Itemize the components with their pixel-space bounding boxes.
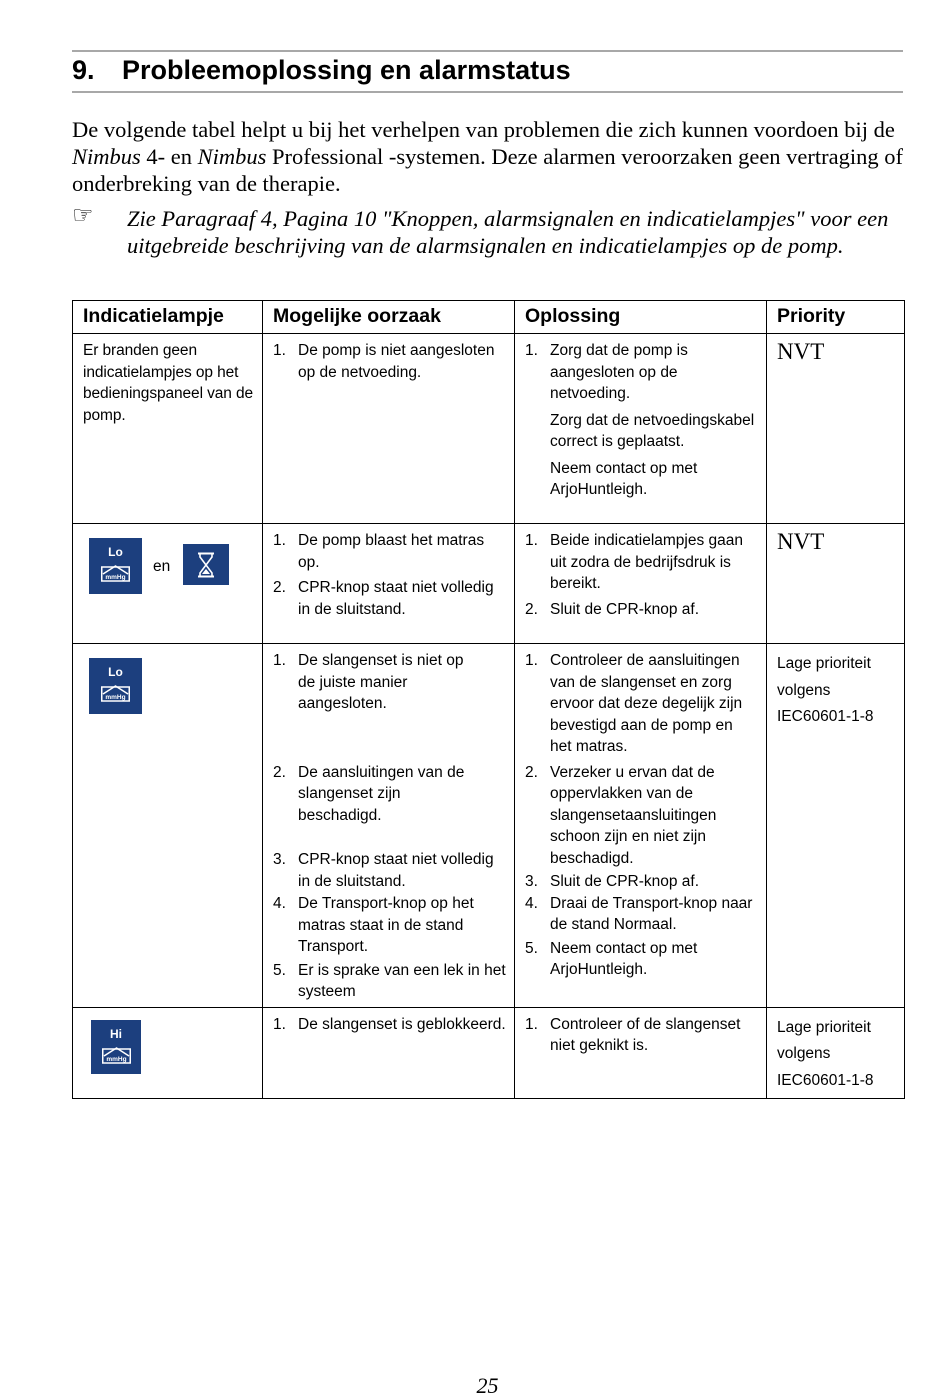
indicator-text: Er branden geen indicatielampjes op het bedieningspaneel van de pomp.	[83, 342, 254, 424]
solution-item: 1. Controleer de aansluitingen van de slangenset en zorg ervoor dat deze degelijk zijn bevestigd aan de pomp en het matras.	[525, 652, 743, 755]
section-title: Probleemoplossing en alarmstatus	[122, 55, 571, 85]
cause-item: 3. CPR-knop staat niet volledig in de sluitstand.	[273, 851, 494, 890]
indicator-cell	[73, 334, 263, 524]
solution-cell	[515, 334, 767, 524]
svg-text:mmHg: mmHg	[105, 574, 126, 581]
heading-underline	[72, 91, 903, 93]
intro-text-1: De volgende tabel helpt u bij het verhelpen van problemen die zich kunnen voordoen bij de	[72, 117, 895, 142]
column-header-cause: Mogelijke oorzaak	[263, 301, 515, 334]
troubleshooting-table	[72, 300, 905, 1099]
cause-item: 1. De pomp blaast het matras op.	[273, 532, 485, 571]
cause-item: 1. De pomp is niet aangesloten op de netvoeding.	[273, 342, 495, 381]
indicator-cell	[73, 524, 263, 644]
solution-cell	[515, 644, 767, 1008]
intro-paragraph	[72, 116, 903, 197]
table-row	[73, 1007, 905, 1099]
solution-item: 1. Zorg dat de pomp is aangesloten op de netvoeding.	[525, 342, 688, 402]
hi-pressure-icon: Hi mmHg	[91, 1020, 141, 1074]
table-row	[73, 334, 905, 524]
indicator-joiner: en	[153, 558, 171, 575]
priority-value: Lage prioriteit volgens IEC60601-1-8	[777, 1018, 874, 1089]
svg-text:mmHg: mmHg	[106, 1055, 127, 1063]
priority-value: NVT	[777, 529, 825, 554]
reference-note-text: Zie Paragraaf 4, Pagina 10 "Knoppen, alarmsignalen en indicatielampjes" voor een uitgebreide beschrijving van de alarmsignalen en indicatielampjes op de pomp.	[127, 206, 889, 258]
solution-item: 3. Sluit de CPR-knop af.	[525, 873, 700, 890]
solution-item: 4. Draai de Transport-knop naar de stand Normaal.	[525, 894, 753, 933]
reference-note	[72, 205, 903, 259]
lo-pressure-icon: Lo mmHg	[89, 538, 142, 594]
priority-cell	[767, 644, 905, 1008]
cause-cell	[263, 644, 515, 1008]
section-number: 9.	[72, 55, 95, 85]
cause-cell	[263, 334, 515, 524]
intro-text-2: 4- en	[140, 144, 198, 169]
solution-item: 1. Beide indicatielampjes gaan uit zodra de bedrijfsdruk is bereikt.	[525, 532, 744, 592]
priority-value: Lage prioriteit volgens IEC60601-1-8	[777, 655, 874, 725]
table-row	[73, 524, 905, 644]
solution-item: 2. Verzeker u ervan dat de oppervlakken van de slangensetaansluitingen schoon zijn en niet zijn beschadigd.	[525, 763, 717, 867]
priority-value: NVT	[777, 339, 825, 364]
indicator-cell	[73, 644, 263, 1008]
hourglass-icon	[183, 544, 229, 585]
cause-item: 2. De aansluitingen van de slangenset zijn beschadigd.	[273, 763, 465, 824]
cause-cell	[263, 1007, 515, 1099]
cause-item: 5. Er is sprake van een lek in het systeem	[273, 961, 506, 1000]
cause-item: 4. De Transport-knop op het matras staat in de stand Transport.	[273, 895, 474, 955]
solution-item: Neem contact op met ArjoHuntleigh.	[550, 459, 698, 498]
cause-item: 2. CPR-knop staat niet volledig in de sluitstand.	[273, 579, 494, 618]
priority-cell	[767, 334, 905, 524]
table-header-row	[73, 301, 905, 334]
cause-item: 1. De slangenset is geblokkeerd.	[273, 1015, 506, 1033]
cause-cell	[263, 524, 515, 644]
indicator-cell	[73, 1007, 263, 1099]
pointing-hand-icon: ☞	[72, 203, 94, 229]
solution-cell	[515, 524, 767, 644]
solution-item: 1. Controleer of de slangenset niet geknikt is.	[525, 1015, 741, 1054]
solution-item: Zorg dat de netvoedingskabel correct is geplaatst.	[550, 411, 755, 450]
page-number: 25	[476, 1373, 499, 1398]
solution-cell	[515, 1007, 767, 1099]
product-name: Nimbus	[197, 144, 267, 169]
product-name: Nimbus	[72, 144, 141, 169]
lo-pressure-icon: Lo mmHg	[89, 658, 142, 714]
column-header-priority: Priority	[767, 301, 905, 334]
priority-cell	[767, 1007, 905, 1099]
cause-item: 1. De slangenset is niet op de juiste manier aangesloten.	[273, 652, 464, 712]
solution-item: 2. Sluit de CPR-knop af.	[525, 600, 700, 618]
solution-item: 5. Neem contact op met ArjoHuntleigh.	[525, 939, 698, 978]
intro-text-3: Professional -systemen. Deze alarmen veroorzaken geen vertraging of onderbreking van de therapie.	[72, 144, 904, 196]
svg-text:mmHg: mmHg	[105, 694, 126, 701]
table-row	[73, 644, 905, 1008]
section-heading	[72, 52, 571, 88]
column-header-indicator: Indicatielampje	[73, 301, 263, 334]
priority-cell	[767, 524, 905, 644]
column-header-solution: Oplossing	[515, 301, 767, 334]
